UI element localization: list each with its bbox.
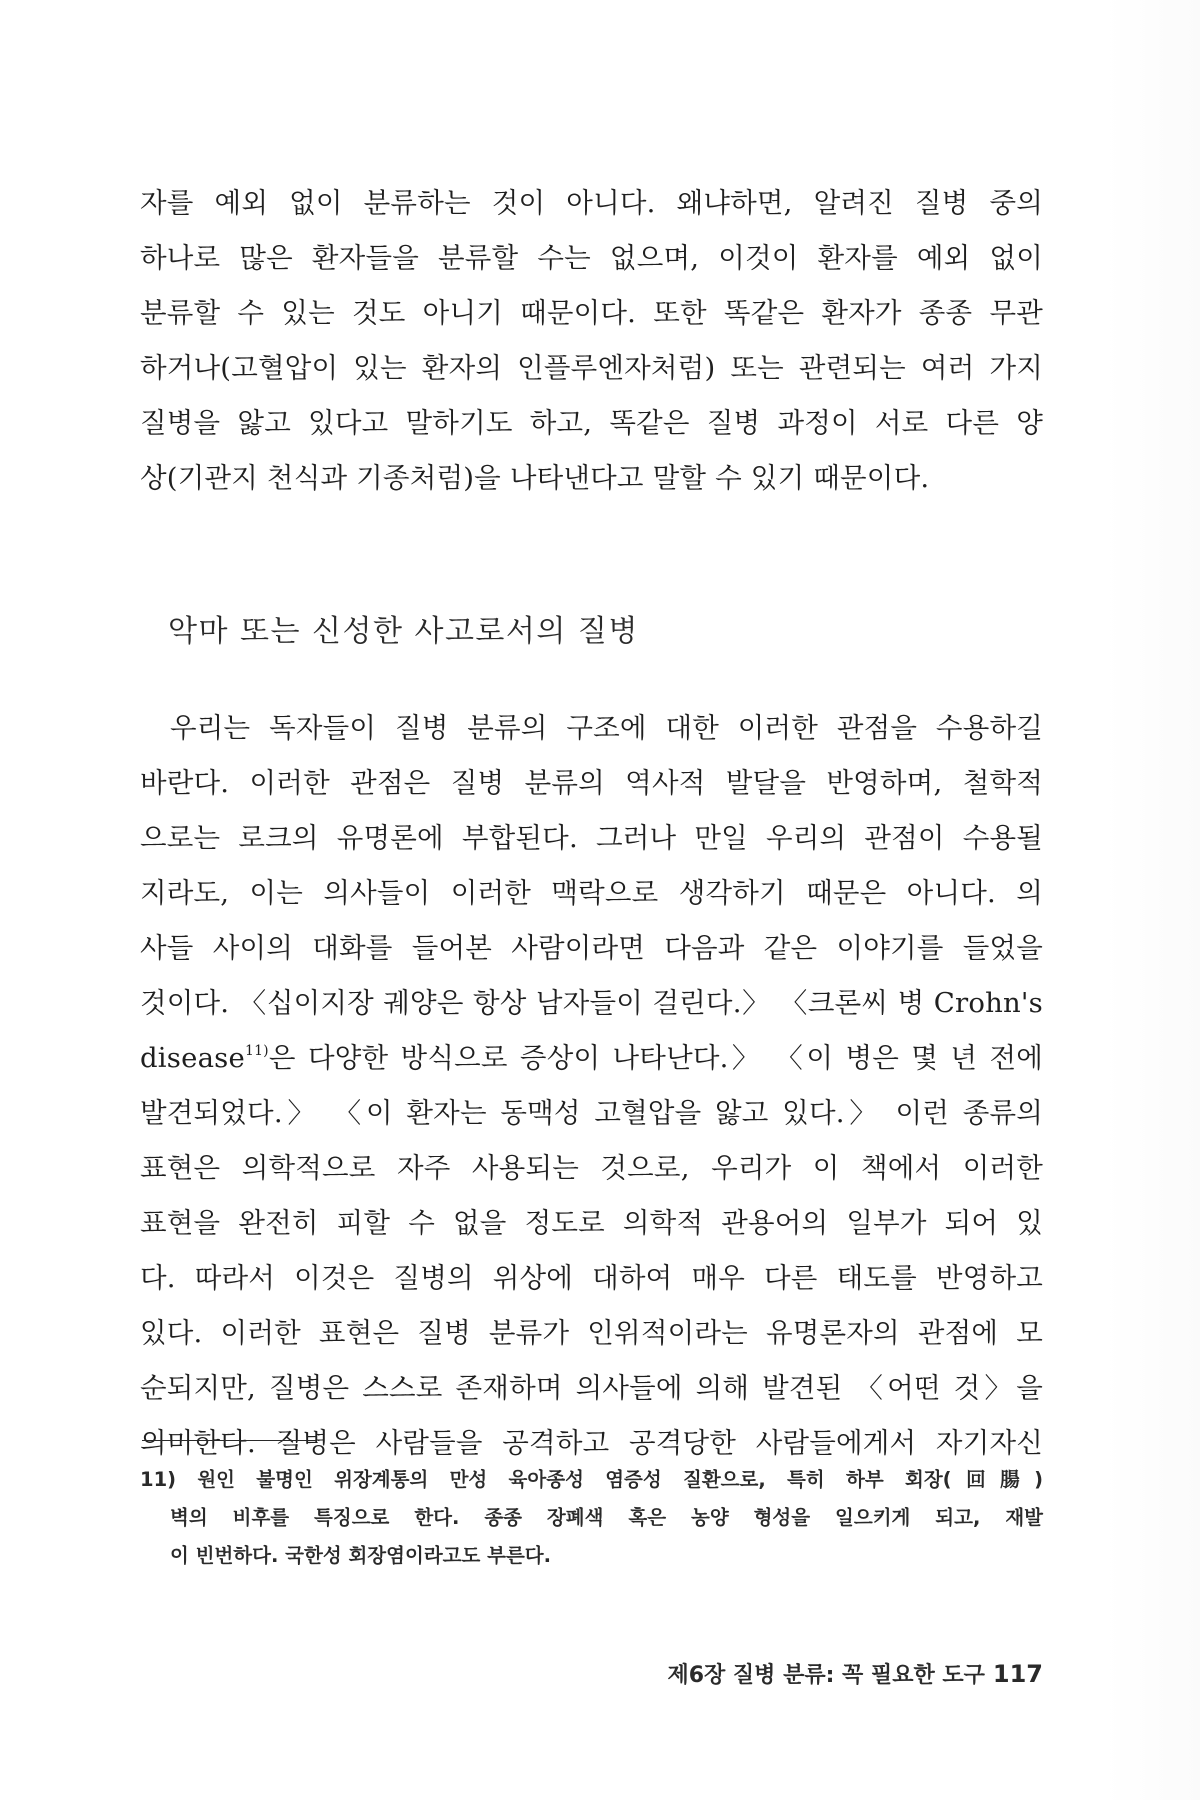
text-line: 분류할 수 있는 것도 아니기 때문이다. 또한 똑같은 환자가 종종 무관 [140,297,1043,329]
footnote-line: 11) 원인 불명인 위장계통의 만성 육아종성 염증성 질환으로, 특히 하부 회장(回腸) [140,1468,1043,1491]
text-line: 으로는 로크의 유명론에 부합된다. 그러나 만일 우리의 관점이 수용될 [140,822,1043,854]
text-line-with-footnote [140,1042,1043,1074]
page-number: 117 [992,1660,1043,1688]
text-line: 의미한다. 질병은 사람들을 공격하고 공격당한 사람들에게서 자기자신 [140,1427,1043,1459]
text-line: 하나로 많은 환자들을 분류할 수는 없으며, 이것이 환자를 예외 없이 [140,242,1043,274]
text-line: 바란다. 이러한 관점은 질병 분류의 역사적 발달을 반영하며, 철학적 [140,767,1043,799]
text-line: 표현을 완전히 피할 수 없을 정도로 의학적 관용어의 일부가 되어 있 [140,1207,1043,1239]
text-line: 자를 예외 없이 분류하는 것이 아니다. 왜냐하면, 알려진 질병 중의 [140,187,1043,219]
footnote-line: 이 빈번하다. 국한성 회장염이라고도 부른다. [170,1544,552,1567]
footnote-line: 벽의 비후를 특징으로 한다. 종종 장폐색 혹은 농양 형성을 일으키게 되고, 재발 [170,1506,1043,1529]
text-line: 순되지만, 질병은 스스로 존재하며 의사들에 의해 발견된 〈어떤 것〉을 [140,1372,1043,1404]
text-line: 다. 따라서 이것은 질병의 위상에 대하여 매우 다른 태도를 반영하고 [140,1262,1043,1294]
section-heading: 악마 또는 신성한 사고로서의 질병 [168,614,639,649]
text-line: 있다. 이러한 표현은 질병 분류가 인위적이라는 유명론자의 관점에 모 [140,1317,1043,1349]
chapter-title: 제6장 질병 분류: 꼭 필요한 도구 [667,1663,985,1688]
text-line: 상(기관지 천식과 기종처럼)을 나타낸다고 말할 수 있기 때문이다. [140,462,930,494]
footnote-reference[interactable]: 11) [244,1043,269,1059]
text-line: 질병을 앓고 있다고 말하기도 하고, 똑같은 질병 과정이 서로 다른 양 [140,407,1043,439]
text-line: 표현은 의학적으로 자주 사용되는 것으로, 우리가 이 책에서 이러한 [140,1152,1043,1184]
text-fragment: 은 다양한 방식으로 증상이 나타난다.〉 〈이 병은 몇 년 전에 [268,1042,1043,1074]
text-line: 지라도, 이는 의사들이 이러한 맥락으로 생각하기 때문은 아니다. 의 [140,877,1043,909]
text-line: 사들 사이의 대화를 들어본 사람이라면 다음과 같은 이야기를 들었을 [140,932,1043,964]
footnote-divider [142,1440,317,1441]
text-line: 발견되었다.〉 〈이 환자는 동맥성 고혈압을 앓고 있다.〉 이런 종류의 [140,1097,1043,1129]
running-footer [667,1662,1043,1687]
text-fragment: disease [140,1042,245,1074]
text-line: 것이다. 〈십이지장 궤양은 항상 남자들이 걸린다.〉 〈크론씨 병 Crohn's [140,987,1043,1019]
text-line: 우리는 독자들이 질병 분류의 구조에 대한 이러한 관점을 수용하길 [170,712,1043,744]
text-line: 하거나(고혈압이 있는 환자의 인플루엔자처럼) 또는 관련되는 여러 가지 [140,352,1043,384]
